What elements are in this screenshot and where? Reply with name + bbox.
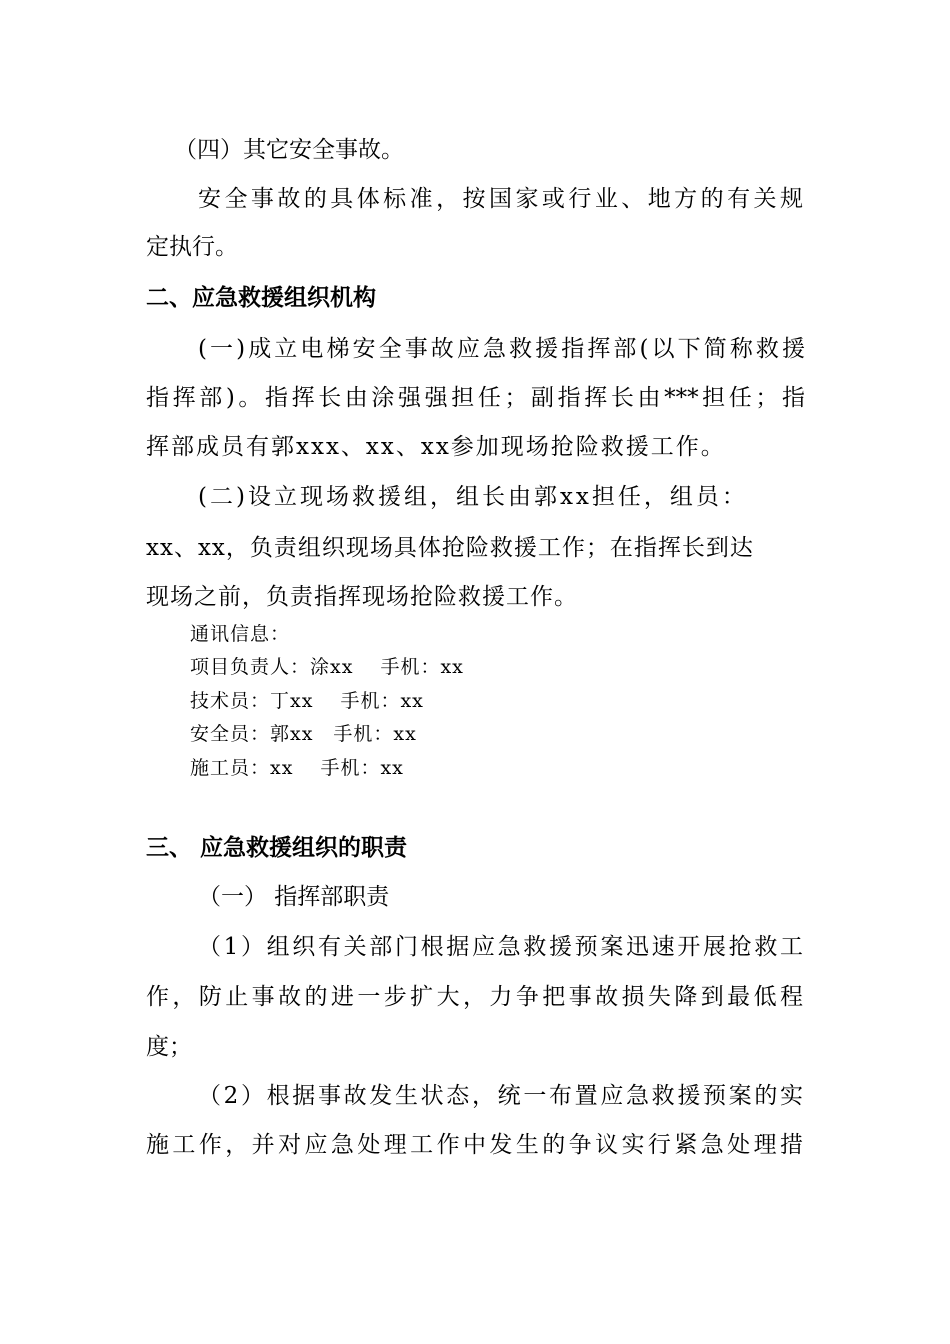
duty-2-line1: （2）根据事故发生状态，统一布置应急救援预案的实	[198, 1083, 803, 1109]
para-rescue-line2: xx、xx，负责组织现场具体抢险救援工作；在指挥长到达	[146, 535, 754, 561]
contact-project-manager: 项目负责人：涂xx 手机：xx	[190, 656, 464, 678]
para-command-line1: (一)成立电梯安全事故应急救援指挥部(以下简称救援	[198, 336, 805, 362]
para-command-line3: 挥部成员有郭xxx、xx、xx参加现场抢险救援工作。	[146, 434, 726, 460]
duty-1-line2: 作，防止事故的进一步扩大，力争把事故损失降到最低程	[146, 984, 803, 1010]
contact-heading: 通讯信息：	[190, 623, 291, 645]
para-standard-line2: 定执行。	[146, 234, 238, 260]
section-heading-3: 三、 应急救援组织的职责	[146, 835, 408, 861]
duty-1-line3: 度；	[146, 1034, 192, 1060]
duty-1-line1: （1）组织有关部门根据应急救援预案迅速开展抢救工	[198, 934, 803, 960]
para-rescue-line3: 现场之前，负责指挥现场抢险救援工作。	[146, 584, 578, 610]
para-command-line2: 指挥部)。指挥长由涂强强担任；副指挥长由***担任；指	[146, 385, 805, 411]
section-heading-2: 二、应急救援组织机构	[146, 285, 376, 311]
subheading-command-duties: （一） 指挥部职责	[198, 884, 390, 910]
duty-2-line2: 施工作，并对应急处理工作中发生的争议实行紧急处理措	[146, 1132, 803, 1158]
contact-technician: 技术员：丁xx 手机：xx	[190, 690, 424, 712]
para-rescue-line1: (二)设立现场救援组，组长由郭xx担任，组员：	[198, 484, 748, 510]
para-item-4: （四）其它安全事故。	[174, 137, 404, 163]
para-standard-line1: 安全事故的具体标准，按国家或行业、地方的有关规	[198, 186, 803, 212]
contact-constructor: 施工员：xx 手机：xx	[190, 757, 404, 779]
contact-safety-officer: 安全员：郭xx 手机：xx	[190, 723, 417, 745]
